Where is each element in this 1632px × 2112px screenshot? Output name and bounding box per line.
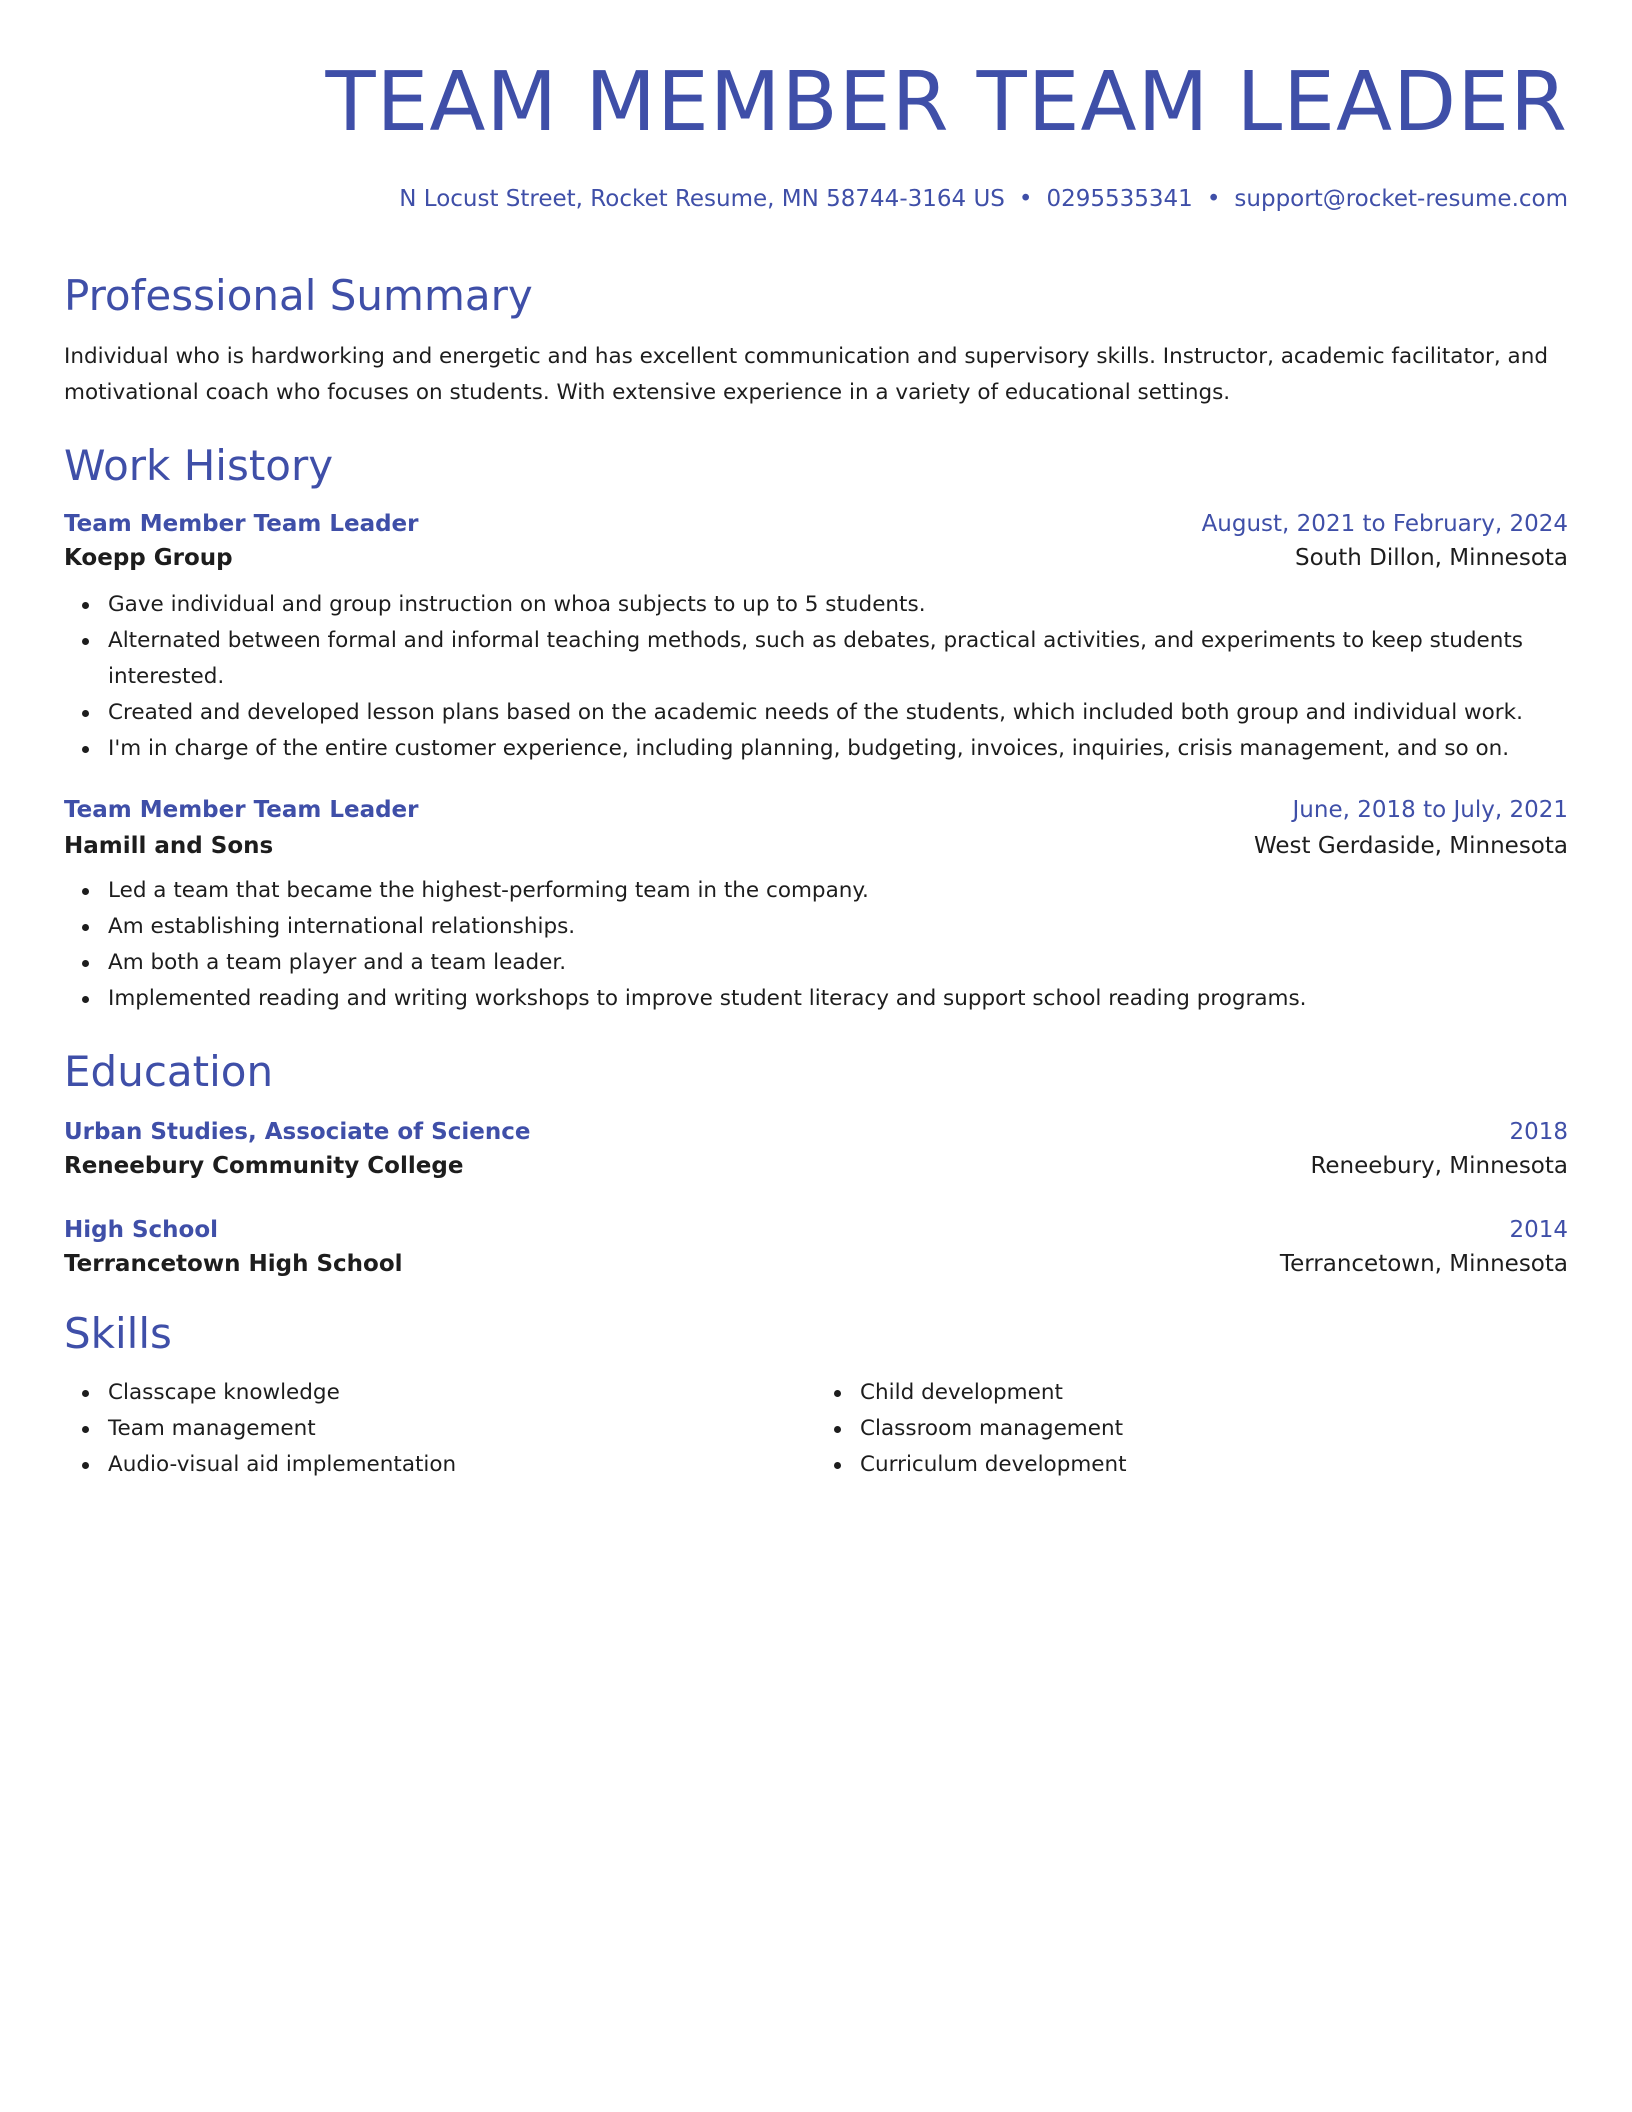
job-location: South Dillon, Minnesota (1294, 545, 1568, 571)
summary-text: Individual who is hardworking and energetic and has excellent communication and supervisory skills. Instructor, academic facilitator, and motivational coach who focuses on students. With extensive experience in a variety of educational settings. (64, 344, 1549, 405)
education-header-row (64, 1217, 1568, 1243)
education-entry (64, 1119, 1568, 1179)
contact-address: N Locust Street, Rocket Resume, MN 58744-3164 US (399, 186, 1005, 212)
education-location: Reneebury, Minnesota (1310, 1153, 1568, 1179)
skills-column-left (64, 1375, 816, 1483)
contact-phone: 0295535341 (1046, 186, 1193, 212)
list-item: Implemented reading and writing workshops to improve student literacy and support school reading programs. (108, 981, 1568, 1017)
job-entry (64, 797, 1568, 1017)
list-item: Am both a team player and a team leader. (108, 945, 1568, 981)
education-heading: Education (64, 1047, 274, 1096)
contact-separator: • (1206, 186, 1221, 212)
list-item: Led a team that became the highest-performing team in the company. (108, 873, 1568, 909)
job-title: Team Member Team Leader (64, 797, 419, 823)
job-entry (64, 511, 1568, 767)
job-bullets (64, 873, 1568, 1017)
skill-item: Classcape knowledge (108, 1375, 816, 1411)
education-school: Reneebury Community College (64, 1153, 464, 1179)
job-header-row (64, 511, 1568, 537)
job-company: Koepp Group (64, 545, 233, 571)
skill-item: Team management (108, 1411, 816, 1447)
education-year: 2014 (1509, 1217, 1568, 1243)
job-company-row (64, 545, 1568, 571)
contact-separator: • (1018, 186, 1033, 212)
skill-item: Child development (860, 1375, 1568, 1411)
list-item: Am establishing international relationships. (108, 909, 1568, 945)
job-bullets (64, 587, 1568, 767)
job-company-row (64, 833, 1568, 859)
skills-column-right (816, 1375, 1568, 1483)
education-school: Terrancetown High School (64, 1251, 403, 1277)
list-item: Created and developed lesson plans based on the academic needs of the students, which included both group and individual work. (108, 695, 1568, 731)
education-school-row (64, 1251, 1568, 1277)
list-item: I'm in charge of the entire customer experience, including planning, budgeting, invoices, inquiries, crisis management, and so on. (108, 731, 1568, 767)
job-dates: June, 2018 to July, 2021 (1292, 797, 1568, 823)
skill-item: Curriculum development (860, 1447, 1568, 1483)
education-location: Terrancetown, Minnesota (1279, 1251, 1568, 1277)
education-school-row (64, 1153, 1568, 1179)
work-history-heading: Work History (64, 441, 334, 490)
job-header-row (64, 797, 1568, 823)
job-company: Hamill and Sons (64, 833, 274, 859)
skills-list (64, 1375, 816, 1483)
education-year: 2018 (1509, 1119, 1568, 1145)
job-title: Team Member Team Leader (64, 511, 419, 537)
contact-line (64, 188, 1568, 211)
skill-item: Audio-visual aid implementation (108, 1447, 816, 1483)
list-item: Gave individual and group instruction on whoa subjects to up to 5 students. (108, 587, 1568, 623)
skills-list (816, 1375, 1568, 1483)
summary-heading: Professional Summary (64, 271, 533, 320)
education-degree: Urban Studies, Associate of Science (64, 1119, 531, 1145)
list-item: Alternated between formal and informal teaching methods, such as debates, practical activities, and experiments to keep students interested. (108, 623, 1568, 695)
job-location: West Gerdaside, Minnesota (1253, 833, 1568, 859)
education-entry (64, 1217, 1568, 1277)
education-header-row (64, 1119, 1568, 1145)
education-degree: High School (64, 1217, 219, 1243)
skills-heading: Skills (64, 1309, 172, 1358)
job-dates: August, 2021 to February, 2024 (1201, 511, 1568, 537)
contact-email: support@rocket-resume.com (1234, 186, 1568, 212)
skill-item: Classroom management (860, 1411, 1568, 1447)
candidate-name: TEAM MEMBER TEAM LEADER (325, 55, 1568, 150)
skills-grid (64, 1375, 1568, 1483)
